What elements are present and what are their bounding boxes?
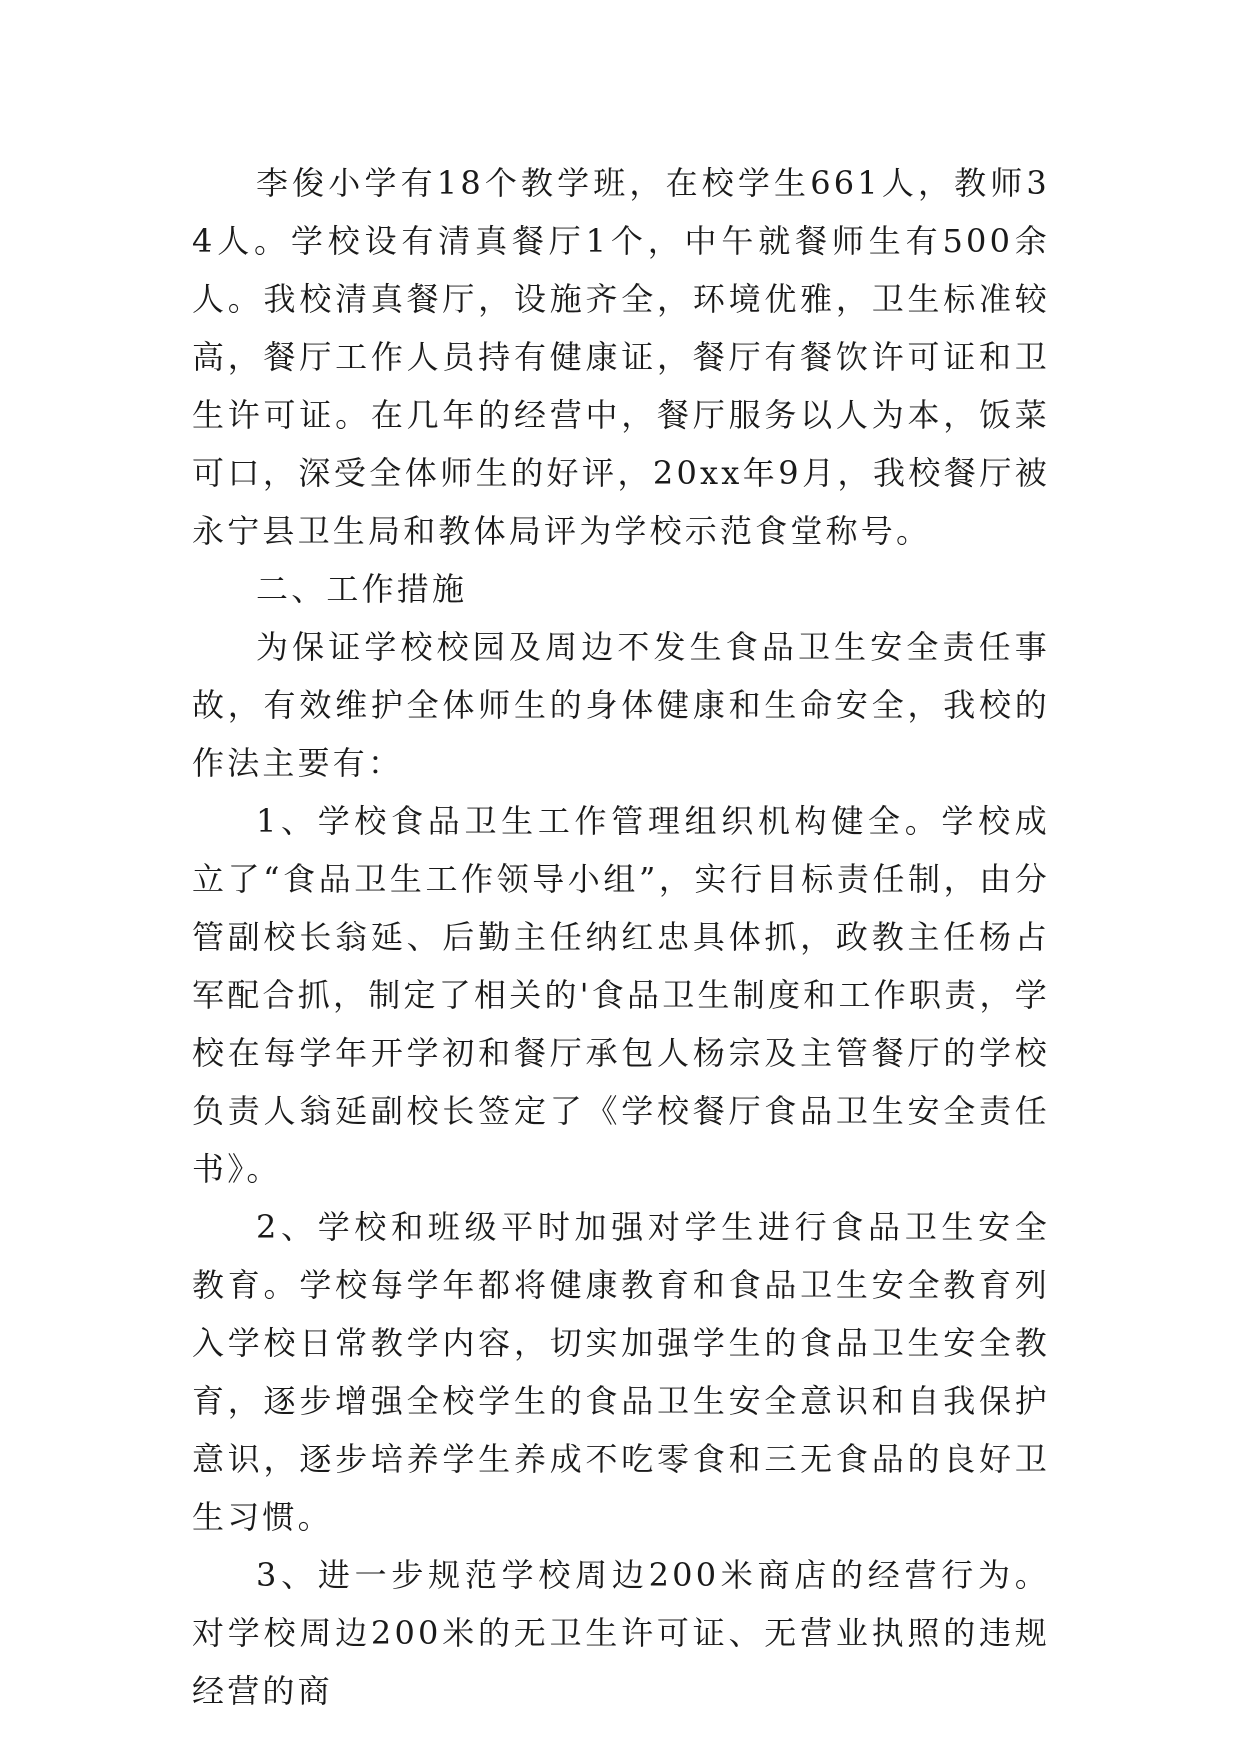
section-heading-work-measures: 二、工作措施 <box>256 570 468 608</box>
paragraph-measures-intro: 为保证学校校园及周边不发生食品卫生安全责任事故，有效维护全体师生的身体健康和生命安全，我校的作法主要有： <box>192 628 1050 782</box>
paragraph-measure-2: 2、学校和班级平时加强对学生进行食品卫生安全教育。学校每学年都将健康教育和食品卫生安全教育列入学校日常教学内容，切实加强学生的食品卫生安全教育，逐步增强全校学生的食品卫生安全意识和自我保护意识，逐步培养学生养成不吃零食和三无食品的良好卫生习惯。 <box>192 1208 1050 1536</box>
paragraph-measure-3: 3、进一步规范学校周边200米商店的经营行为。对学校周边200米的无卫生许可证、无营业执照的违规经营的商 <box>192 1556 1050 1710</box>
document-page <box>192 154 1050 1720</box>
paragraph-measure-1: 1、学校食品卫生工作管理组织机构健全。学校成立了“食品卫生工作领导小组”，实行目标责任制，由分管副校长翁延、后勤主任纳红忠具体抓，政教主任杨占军配合抓，制定了相关的'食品卫生制度和工作职责，学校在每学年开学初和餐厅承包人杨宗及主管餐厅的学校负责人翁延副校长签定了《学校餐厅食品卫生安全责任书》。 <box>192 802 1050 1188</box>
paragraph-school-overview: 李俊小学有18个教学班，在校学生661人，教师34人。学校设有清真餐厅1个，中午就餐师生有500余人。我校清真餐厅，设施齐全，环境优雅，卫生标准较高，餐厅工作人员持有健康证，餐厅有餐饮许可证和卫生许可证。在几年的经营中，餐厅服务以人为本，饭菜可口，深受全体师生的好评，20xx年9月，我校餐厅被永宁县卫生局和教体局评为学校示范食堂称号。 <box>192 164 1050 550</box>
